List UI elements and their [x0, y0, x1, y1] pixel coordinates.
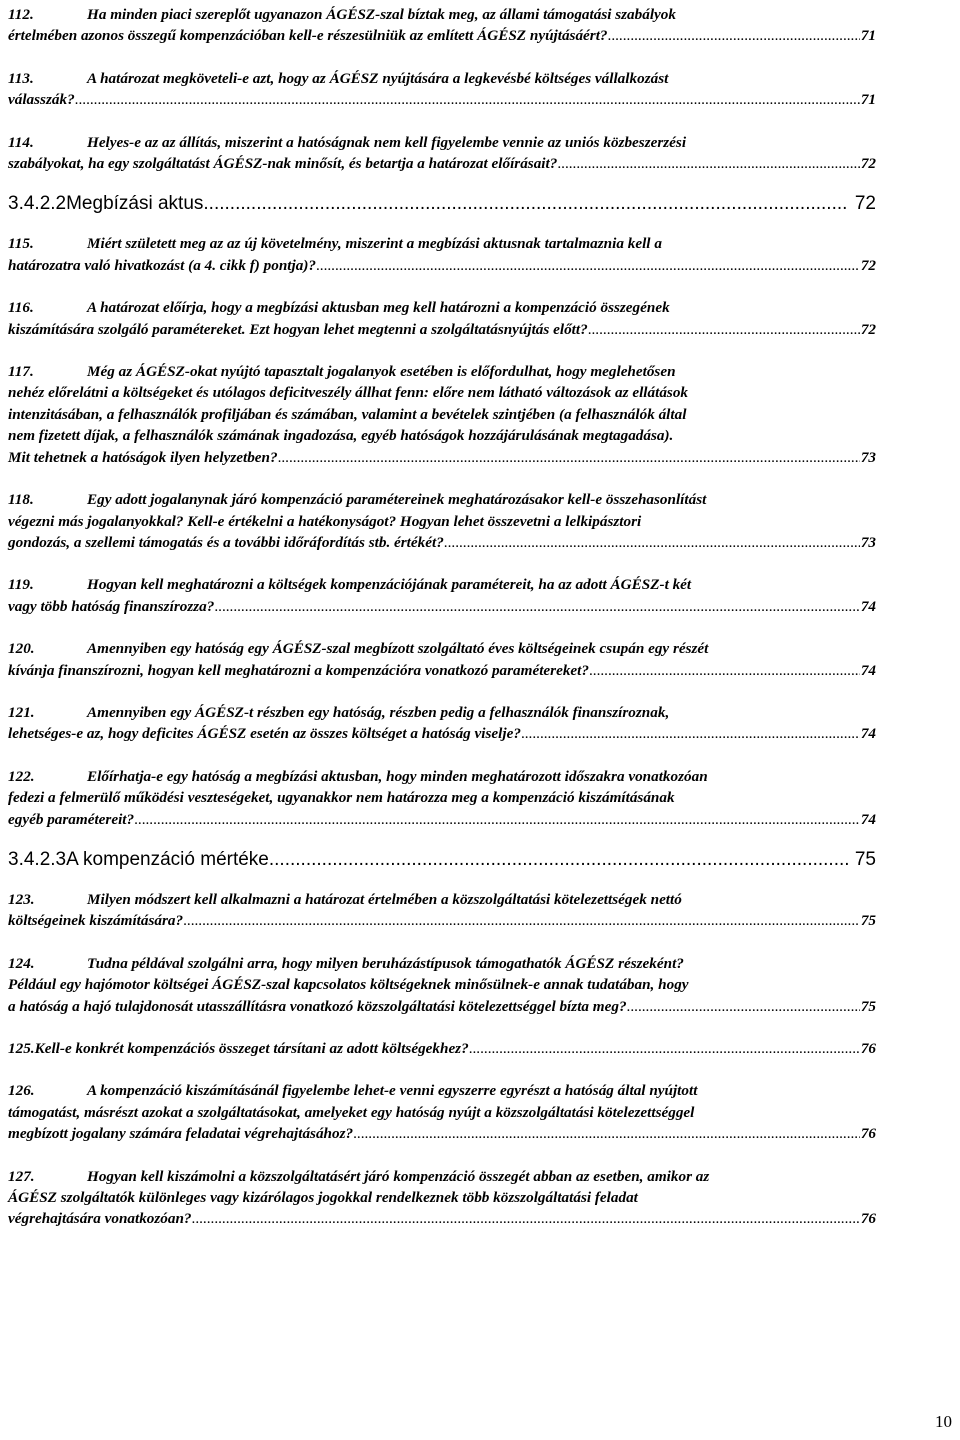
question-text: Tudna példával szolgálni arra, hogy milyen beruházástípusok támogathatók ÁGÉSZ részeként? — [87, 954, 684, 972]
question-text: Hogyan kell meghatározni a költségek kompenzációjának paramétereit, ha az adott ÁGÉSZ-t két — [87, 576, 692, 594]
question-page-number: 73 — [860, 533, 876, 551]
dot-leader — [316, 255, 860, 276]
question-page-number: 72 — [860, 320, 876, 338]
question-text: Amennyiben egy ÁGÉSZ-t részben egy hatóság, részben pedig a felhasználók finanszíroznak, — [87, 703, 670, 721]
dot-leader — [627, 996, 860, 1017]
question-text: válasszák? — [8, 91, 75, 109]
toc-question-entry[interactable] — [8, 68, 876, 111]
question-text: Egy adott jogalanynak járó kompenzáció paramétereinek meghatározásakor kell-e összehasonlítást — [87, 491, 707, 509]
question-number: 113. — [8, 69, 34, 87]
dot-leader — [278, 447, 860, 468]
question-text: Milyen módszert kell alkalmazni a határozat értelmében a közszolgáltatási kötelezettségek nettó — [87, 890, 682, 908]
question-number: 121. — [8, 703, 35, 721]
toc-question-entry[interactable] — [8, 297, 876, 340]
dot-leader — [75, 89, 860, 110]
dot-leader — [183, 910, 860, 931]
question-text: Helyes-e az az állítás, miszerint a hatóságnak nem kell figyelembe vennie az uniós közbeszerzési — [87, 133, 687, 151]
section-page-number: 75 — [854, 848, 876, 870]
question-number: 114. — [8, 133, 34, 151]
question-text-line — [8, 574, 876, 595]
question-page-number: 74 — [860, 661, 876, 679]
question-page-number: 71 — [860, 91, 876, 109]
question-text: Még az ÁGÉSZ-okat nyújtó tapasztalt jogalanyok esetében is előfordulhat, hogy meglehetősen — [87, 363, 676, 381]
question-text-line — [8, 361, 876, 382]
section-page-number: 72 — [854, 193, 876, 215]
question-text-line — [8, 787, 876, 808]
question-number: 122. — [8, 767, 35, 785]
dot-leader — [521, 723, 860, 744]
question-text-line — [8, 489, 876, 510]
question-last-line — [8, 596, 876, 617]
question-text: A határozat előírja, hogy a megbízási aktusban meg kell határozni a kompenzáció összegének — [87, 299, 670, 317]
question-text-line — [8, 638, 876, 659]
table-of-contents — [8, 4, 876, 1251]
question-last-line — [8, 660, 876, 681]
question-text: a hatóság a hajó tulajdonosát utasszállításra vonatkozó közszolgáltatási kötelezettséggel bízta meg? — [8, 997, 627, 1015]
question-number: 126. — [8, 1082, 35, 1100]
question-number: 125. — [8, 1040, 35, 1057]
question-text: intenzitásában, a felhasználók profiljában és számában, valamint a bevételek szintjében (a felhasználók által — [8, 405, 687, 423]
dot-leader — [557, 153, 859, 174]
question-text: gondozás, a szellemi támogatás és a további időráfordítás stb. értékét? — [8, 533, 444, 551]
question-page-number: 76 — [860, 1040, 876, 1057]
toc-question-entry[interactable] — [8, 132, 876, 175]
page-number: 10 — [935, 1412, 952, 1431]
question-text: kiszámítására szolgáló paramétereket. Ezt hogyan lehet megtenni a szolgáltatásnyújtás előtt? — [8, 320, 588, 338]
question-last-line — [8, 255, 876, 276]
question-text-line — [8, 132, 876, 153]
dot-leader — [192, 1208, 860, 1229]
question-text-line — [8, 382, 876, 403]
question-last-line — [8, 89, 876, 110]
dot-leader — [203, 193, 848, 215]
toc-question-entry[interactable] — [8, 233, 876, 276]
question-text: Miért született meg az az új követelmény, miszerint a megbízási aktusnak tartalmaznia kell a — [87, 235, 662, 253]
question-number: 118. — [8, 491, 34, 509]
question-text-line — [8, 425, 876, 446]
dot-leader — [469, 1038, 860, 1059]
question-text: Kell-e konkrét kompenzációs összeget társítani az adott költségekhez? — [34, 1040, 469, 1057]
question-text: ÁGÉSZ szolgáltatók különleges vagy kizárólagos jogokkal rendelkeznek több közszolgáltatási feladat — [8, 1189, 638, 1207]
question-page-number: 71 — [860, 27, 876, 45]
question-page-number: 76 — [860, 1210, 876, 1228]
question-last-line — [8, 1208, 876, 1229]
toc-question-entry[interactable] — [8, 1166, 876, 1230]
question-text: A kompenzáció kiszámításánál figyelembe lehet-e venni egyszerre egyrészt a hatóság által nyújtott — [87, 1082, 698, 1100]
toc-question-entry[interactable] — [8, 361, 876, 468]
question-number: 119. — [8, 576, 34, 594]
question-page-number: 76 — [860, 1125, 876, 1143]
question-page-number: 75 — [860, 997, 876, 1015]
question-text-line — [8, 889, 876, 910]
toc-question-entry[interactable] — [8, 953, 876, 1017]
question-last-line — [8, 1123, 876, 1144]
dot-leader — [353, 1123, 860, 1144]
dot-leader — [134, 809, 860, 830]
question-page-number: 74 — [860, 725, 876, 743]
question-text: végrehajtására vonatkozóan? — [8, 1210, 192, 1228]
toc-question-entry[interactable] — [8, 1080, 876, 1144]
question-text-line — [8, 297, 876, 318]
question-text-line — [8, 702, 876, 723]
question-text-line — [8, 953, 876, 974]
question-text-line — [8, 766, 876, 787]
question-text: Mit tehetnek a hatóságok ilyen helyzetben? — [8, 448, 278, 466]
question-text: lehetséges-e az, hogy deficites ÁGÉSZ esetén az összes költséget a hatóság viselje? — [8, 725, 521, 743]
question-number: 112. — [8, 6, 34, 23]
question-text: Ha minden piaci szereplőt ugyanazon ÁGÉSZ-szal bíztak meg, az állami támogatási szabályok — [87, 6, 676, 23]
question-text: határozatra való hivatkozást (a 4. cikk f) pontja)? — [8, 256, 316, 274]
question-text: értelmében azonos összegű kompenzációban kell-e részesülniük az említett ÁGÉSZ nyújtásáért? — [8, 27, 608, 45]
question-text: fedezi a felmerülő működési veszteségeket, ugyanakkor nem határozza meg a kompenzáció kiszámításának — [8, 789, 675, 807]
question-number: 127. — [8, 1167, 35, 1185]
question-text: nem fizetett díjak, a felhasználók számának ingadozása, egyéb hatóságok hozzájárulásának megtagadása). — [8, 427, 674, 445]
question-last-line — [8, 723, 876, 744]
toc-section-heading[interactable] — [8, 193, 876, 215]
question-last-line — [8, 996, 876, 1017]
question-text: támogatást, másrészt azokat a szolgáltatásokat, amelyeket egy hatóság nyújt a közszolgáltatási kötelezettséggel — [8, 1103, 695, 1121]
section-number: 3.4.2.3 — [8, 848, 67, 870]
question-last-line — [8, 910, 876, 931]
dot-leader — [588, 319, 860, 340]
question-page-number: 74 — [860, 597, 876, 615]
question-text-line — [8, 1187, 876, 1208]
question-last-line — [8, 1038, 876, 1059]
question-text: A határozat megköveteli-e azt, hogy az ÁGÉSZ nyújtására a legkevésbé költséges vállalkozást — [87, 69, 669, 87]
dot-leader — [608, 25, 860, 46]
dot-leader — [269, 849, 849, 871]
question-number: 123. — [8, 890, 35, 908]
section-title: Megbízási aktus — [66, 193, 204, 215]
question-text-line — [8, 1102, 876, 1123]
question-last-line — [8, 319, 876, 340]
dot-leader — [589, 660, 860, 681]
question-text-line — [8, 404, 876, 425]
question-text-line — [8, 1166, 876, 1187]
question-text: szabályokat, ha egy szolgáltatást ÁGÉSZ-nak minősít, és betartja a határozat előírásait? — [8, 155, 558, 173]
question-text: Amennyiben egy hatóság egy ÁGÉSZ-szal megbízott szolgáltató éves költségeinek csupán egy részét — [87, 640, 709, 658]
question-page-number: 73 — [860, 448, 876, 466]
question-last-line — [8, 809, 876, 830]
question-number: 120. — [8, 640, 35, 658]
section-number: 3.4.2.2 — [8, 193, 67, 215]
question-text: vagy több hatóság finanszírozza? — [8, 597, 215, 615]
question-last-line — [8, 532, 876, 553]
question-number: 124. — [8, 954, 35, 972]
question-text-line — [8, 511, 876, 532]
toc-question-entry[interactable] — [8, 766, 876, 830]
question-page-number: 72 — [860, 155, 876, 173]
toc-section-heading[interactable] — [8, 849, 876, 871]
question-text: nehéz előrelátni a költségeket és utólagos deficitveszély állhat fenn: előre nem látható változások az ellátások — [8, 384, 689, 402]
question-last-line — [8, 447, 876, 468]
question-text: költségeinek kiszámítására? — [8, 912, 184, 930]
dot-leader — [444, 532, 860, 553]
question-text: megbízott jogalany számára feladatai végrehajtásához? — [8, 1125, 354, 1143]
question-last-line — [8, 25, 876, 46]
toc-question-entry[interactable] — [8, 1038, 876, 1059]
question-text-line — [8, 68, 876, 89]
question-text: kívánja finanszírozni, hogyan kell meghatározni a kompenzációra vonatkozó paramétereket? — [8, 661, 589, 679]
question-text: végezni más jogalanyokkal? Kell-e értékelni a hatékonyságot? Hogyan lehet összevetni a lelkipásztori — [8, 512, 642, 530]
question-number: 116. — [8, 299, 34, 317]
question-last-line — [8, 153, 876, 174]
question-text: Például egy hajómotor költségei ÁGÉSZ-szal kapcsolatos költségeknek minősülnek-e annak tudatában, hogy — [8, 976, 689, 994]
toc-question-entry[interactable] — [8, 4, 876, 47]
toc-question-entry[interactable] — [8, 702, 876, 745]
question-text-line — [8, 233, 876, 254]
dot-leader — [214, 596, 859, 617]
question-text-line — [8, 4, 876, 25]
question-page-number: 74 — [860, 810, 876, 828]
question-number: 117. — [8, 363, 34, 381]
toc-question-entry[interactable] — [8, 574, 876, 617]
toc-question-entry[interactable] — [8, 889, 876, 932]
section-title: A kompenzáció mértéke — [66, 848, 269, 870]
question-page-number: 75 — [860, 912, 876, 930]
toc-question-entry[interactable] — [8, 489, 876, 553]
question-page-number: 72 — [860, 256, 876, 274]
question-text: Hogyan kell kiszámolni a közszolgáltatásért járó kompenzáció összegét abban az esetben, amikor az — [87, 1167, 710, 1185]
toc-question-entry[interactable] — [8, 638, 876, 681]
question-text: egyéb paramétereit? — [8, 810, 135, 828]
question-text-line — [8, 1080, 876, 1101]
question-text: Előírhatja-e egy hatóság a megbízási aktusban, hogy minden meghatározott időszakra vonatkozóan — [87, 767, 708, 785]
question-number: 115. — [8, 235, 34, 253]
question-text-line — [8, 974, 876, 995]
